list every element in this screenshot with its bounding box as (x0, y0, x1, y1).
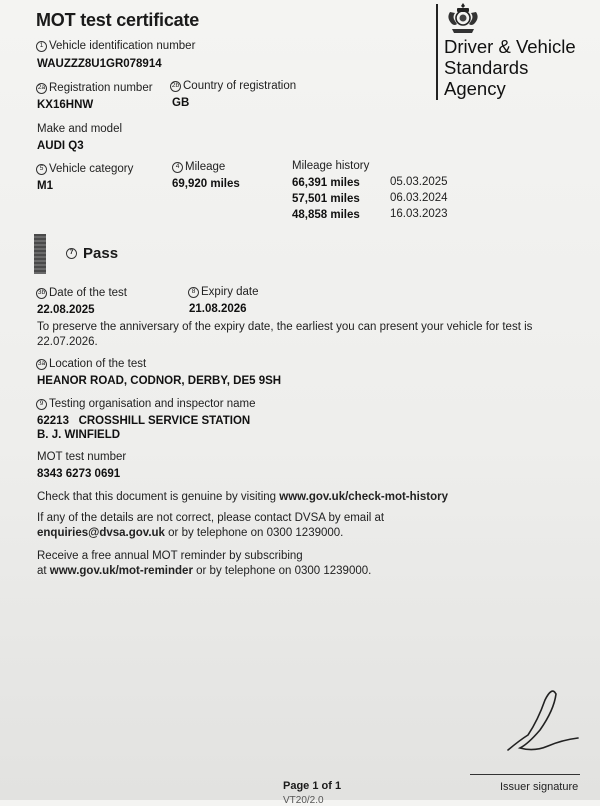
mileage-label: 4 Mileage (172, 161, 225, 173)
history-date-3: 16.03.2023 (390, 208, 448, 220)
category-value: M1 (37, 180, 53, 192)
page-number: Page 1 of 1 (283, 780, 342, 792)
location-value: HEANOR ROAD, CODNOR, DERBY, DE5 9SH (37, 375, 282, 387)
field-number-icon: 9 (36, 399, 47, 410)
location-label: 3a Location of the test (37, 358, 147, 370)
field-number-icon: 8 (188, 287, 199, 298)
certificate-title: MOT test certificate (36, 10, 200, 30)
vin-value: WAUZZZ8U1GR078914 (37, 58, 162, 70)
country-value: GB (172, 97, 190, 109)
field-number-icon: 3a (36, 359, 47, 370)
make-value: AUDI Q3 (37, 140, 84, 152)
agency-name: Driver & Vehicle Standards Agency (444, 36, 576, 99)
history-miles-2: 57,501 miles (292, 193, 360, 205)
reminder-link[interactable]: www.gov.uk/mot-reminder (49, 565, 193, 577)
test-result: 7 Pass (66, 245, 118, 262)
field-number-icon: 2a (36, 83, 47, 94)
test-number-label: MOT test number (37, 451, 127, 463)
mileage-history-label: Mileage history (292, 160, 370, 172)
royal-crest-logo (444, 2, 482, 39)
expiry-date-label: 8 Expiry date (188, 286, 259, 298)
history-date-2: 06.03.2024 (390, 192, 448, 204)
history-miles-3: 48,858 miles (292, 209, 360, 221)
issuer-signature (500, 680, 590, 765)
category-label: 5 Vehicle category (36, 163, 133, 175)
signature-line (470, 774, 580, 775)
make-label: Make and model (37, 123, 123, 135)
vin-label: 1 Vehicle identification number (36, 40, 195, 52)
mileage-value: 69,920 miles (172, 178, 240, 190)
test-date-label: 3b Date of the test (37, 287, 127, 299)
history-date-1: 05.03.2025 (390, 176, 448, 188)
email-link[interactable]: enquiries@dvsa.gov.uk (37, 527, 165, 539)
check-genuine-text: Check that this document is genuine by visiting www.gov.uk/check-mot-history (37, 491, 448, 503)
field-number-icon: 3b (36, 288, 47, 299)
form-code: VT20/2.0 (283, 795, 324, 806)
test-number-value: 8343 6273 0691 (37, 468, 121, 480)
field-number-icon: 1 (36, 41, 47, 52)
reminder-text: Receive a free annual MOT reminder by subscribing at www.gov.uk/mot-reminder or by telephone on 0300 1239000. (37, 550, 372, 577)
check-mot-link[interactable]: www.gov.uk/check-mot-history (279, 491, 448, 503)
registration-value: KX16HNW (37, 99, 94, 111)
expiry-date-value: 21.08.2026 (189, 303, 247, 315)
signature-label: Issuer signature (500, 781, 579, 793)
preserve-note: To preserve the anniversary of the expiry date, the earliest you can present your vehicle for test is 22.07.2026. (37, 321, 533, 348)
inspector-name: B. J. WINFIELD (37, 429, 121, 441)
field-number-icon: 7 (66, 248, 77, 259)
test-date-value: 22.08.2025 (37, 304, 95, 316)
organisation-label: 9 Testing organisation and inspector name (36, 398, 256, 410)
contact-text: If any of the details are not correct, please contact DVSA by email at enquiries@dvsa.gov.uk or by telephone on 0300 1239000. (37, 512, 385, 539)
organisation-value: 62213 CROSSHILL SERVICE STATION (37, 415, 251, 427)
agency-divider (436, 4, 438, 100)
field-number-icon: 4 (172, 162, 183, 173)
country-label: 2b Country of registration (171, 80, 297, 92)
field-number-icon: 5 (36, 164, 47, 175)
result-bar (34, 234, 46, 274)
history-miles-1: 66,391 miles (292, 177, 360, 189)
registration-label: 2a Registration number (37, 82, 153, 94)
field-number-icon: 2b (170, 81, 181, 92)
